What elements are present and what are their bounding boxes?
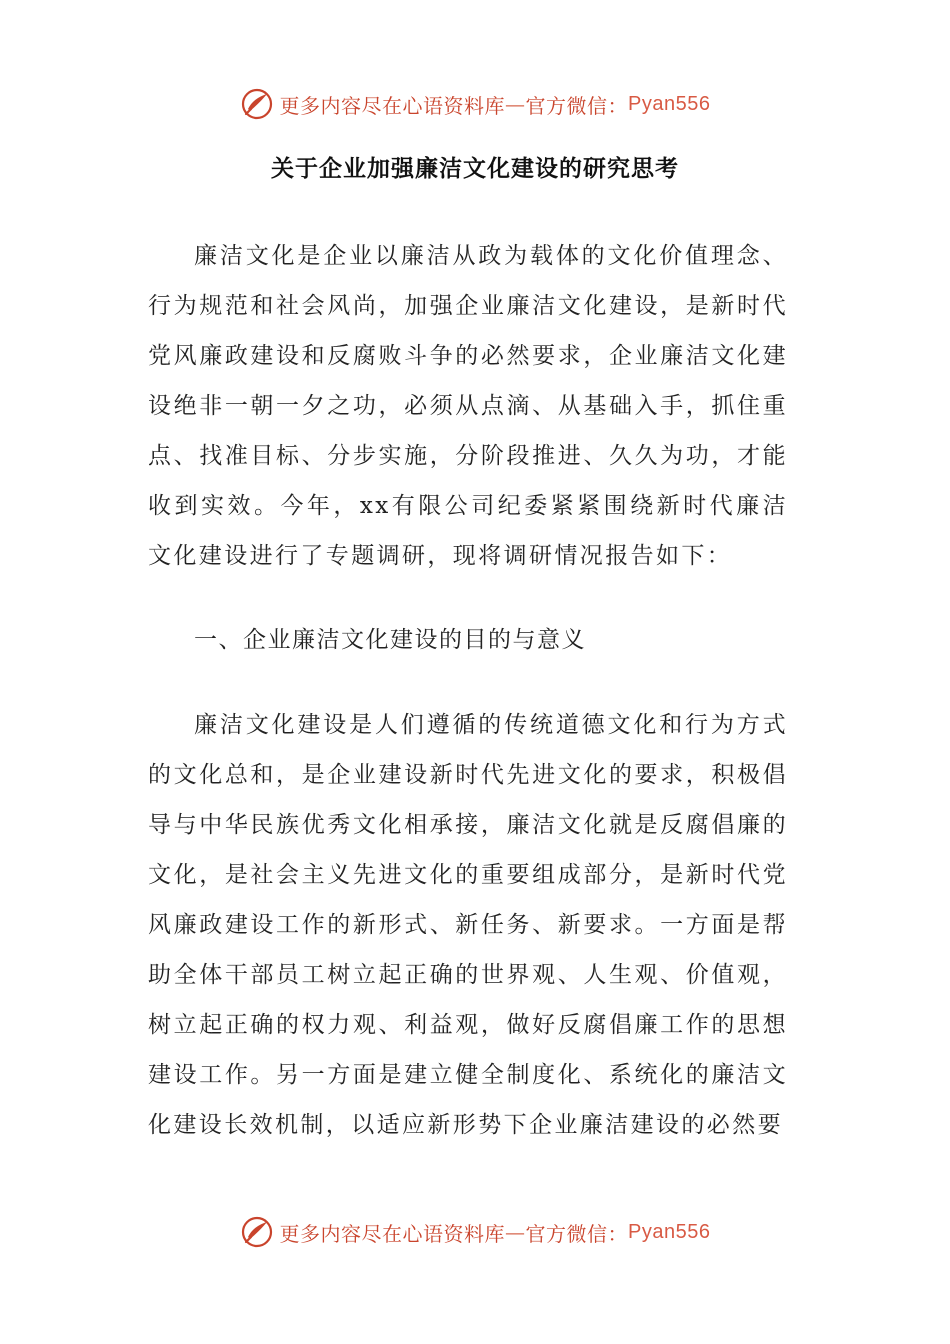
body-paragraph-purpose: 廉洁文化建设是人们遵循的传统道德文化和行为方式的文化总和，是企业建设新时代先进文化的要求，积极倡导与中华民族优秀文化相承接，廉洁文化就是反腐倡廉的文化，是社会主义先进文化的重要组成部分，是新时代党风廉政建设工作的新形式、新任务、新要求。一方面是帮助全体干部员工树立起正确的世界观、人生观、价值观，树立起正确的权力观、利益观，做好反腐倡廉工作的思想建设工作。另一方面是建立健全制度化、系统化的廉洁文化建设长效机制，以适应新形势下企业廉洁建设的必然要 (148, 712, 788, 1138)
banner-wechat-id: Pyan556 (628, 92, 711, 115)
document-title: 关于企业加强廉洁文化建设的研究思考 (271, 155, 679, 182)
banner-main-text: 更多内容尽在心语资料库 (279, 1221, 506, 1246)
footer-watermark-banner (0, 1212, 950, 1252)
section-heading-1: 一、企业廉洁文化建设的目的与意义 (194, 627, 586, 653)
banner-wechat-id: Pyan556 (628, 1220, 711, 1243)
banner-main-text: 更多内容尽在心语资料库 (279, 93, 506, 118)
banner-dash: — (505, 92, 526, 116)
pen-circle-logo-icon (240, 87, 274, 121)
banner-wechat-label: 官方微信： (525, 93, 629, 118)
banner-wechat-label: 官方微信： (525, 1221, 629, 1246)
banner-text (280, 90, 711, 119)
body-paragraph-intro: 廉洁文化是企业以廉洁从政为载体的文化价值理念、行为规范和社会风尚，加强企业廉洁文化建设，是新时代党风廉政建设和反腐败斗争的必然要求，企业廉洁文化建设绝非一朝一夕之功，必须从点滴、从基础入手，抓住重点、找准目标、分步实施，分阶段推进、久久为功，才能收到实效。今年，xx有限公司纪委紧紧围绕新时代廉洁文化建设进行了专题调研，现将调研情况报告如下： (148, 243, 788, 569)
header-watermark-banner (0, 84, 950, 124)
pen-circle-logo-icon (240, 1215, 274, 1249)
banner-text (280, 1218, 711, 1247)
banner-dash: — (505, 1220, 526, 1244)
